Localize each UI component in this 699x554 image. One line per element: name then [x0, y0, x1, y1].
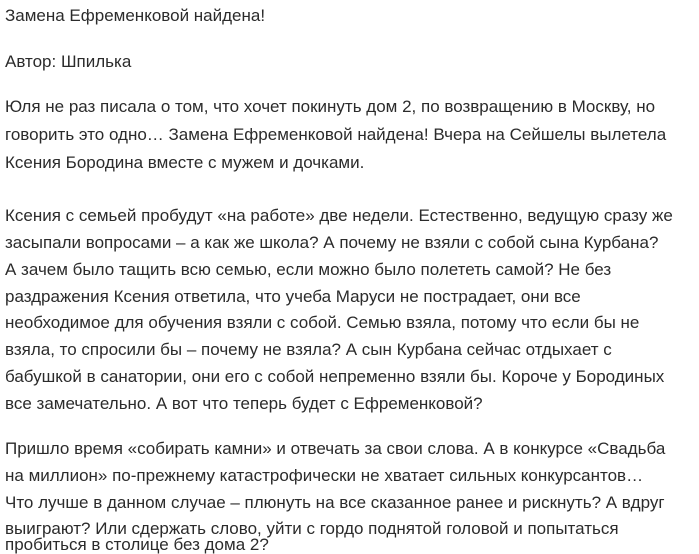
- paragraph-line: Ксения Бородина вместе с мужем и дочками.: [5, 153, 365, 172]
- paragraph-line: взяла, то спросили бы – почему не взяла? А сын Курбана сейчас отдыхает с: [5, 340, 612, 359]
- paragraph-line: засыпали вопросами – а как же школа? А почему не взяли с собой сына Курбана?: [5, 233, 659, 252]
- paragraph-line: бабушкой в санатории, они его с собой непременно взяли бы. Короче у Бородиных: [5, 367, 665, 386]
- paragraph-line: раздражения Ксения ответила, что учеба Маруси не пострадает, они все: [5, 287, 581, 306]
- paragraph-line: Юля не раз писала о том, что хочет покинуть дом 2, по возвращению в Москву, но: [5, 97, 656, 116]
- paragraph-line: А зачем было тащить всю семью, если можно было полететь самой? Не без: [5, 260, 612, 279]
- paragraph-line: выиграют? Или сдержать слово, уйти с гордо поднятой головой и попытаться: [5, 519, 619, 538]
- article-title: Замена Ефременковой найдена!: [5, 6, 266, 25]
- paragraph-line: Пришло время «собирать камни» и отвечать за свои слова. А в конкурсе «Свадьба: [5, 439, 666, 458]
- paragraph-line: говорить это одно… Замена Ефременковой найдена! Вчера на Сейшелы вылетела: [5, 125, 667, 144]
- paragraph-line: Ксения с семьей пробудут «на работе» две недели. Естественно, ведущую сразу же: [5, 206, 673, 225]
- paragraph-line: необходимое для обучения взяли с собой. Семью взяла, потому что если бы не: [5, 313, 640, 332]
- article-author: Автор: Шпилька: [5, 52, 132, 71]
- paragraph-line: на миллион» по-прежнему катастрофически не хватает сильных конкурсантов…: [5, 466, 644, 485]
- paragraph-line: все замечательно. А вот что теперь будет с Ефременковой?: [5, 394, 483, 413]
- paragraph-line: Что лучше в данном случае – плюнуть на все сказанное ранее и рискнуть? А вдруг: [5, 493, 665, 512]
- paragraph-line: пробиться в столице без дома 2?: [5, 535, 269, 554]
